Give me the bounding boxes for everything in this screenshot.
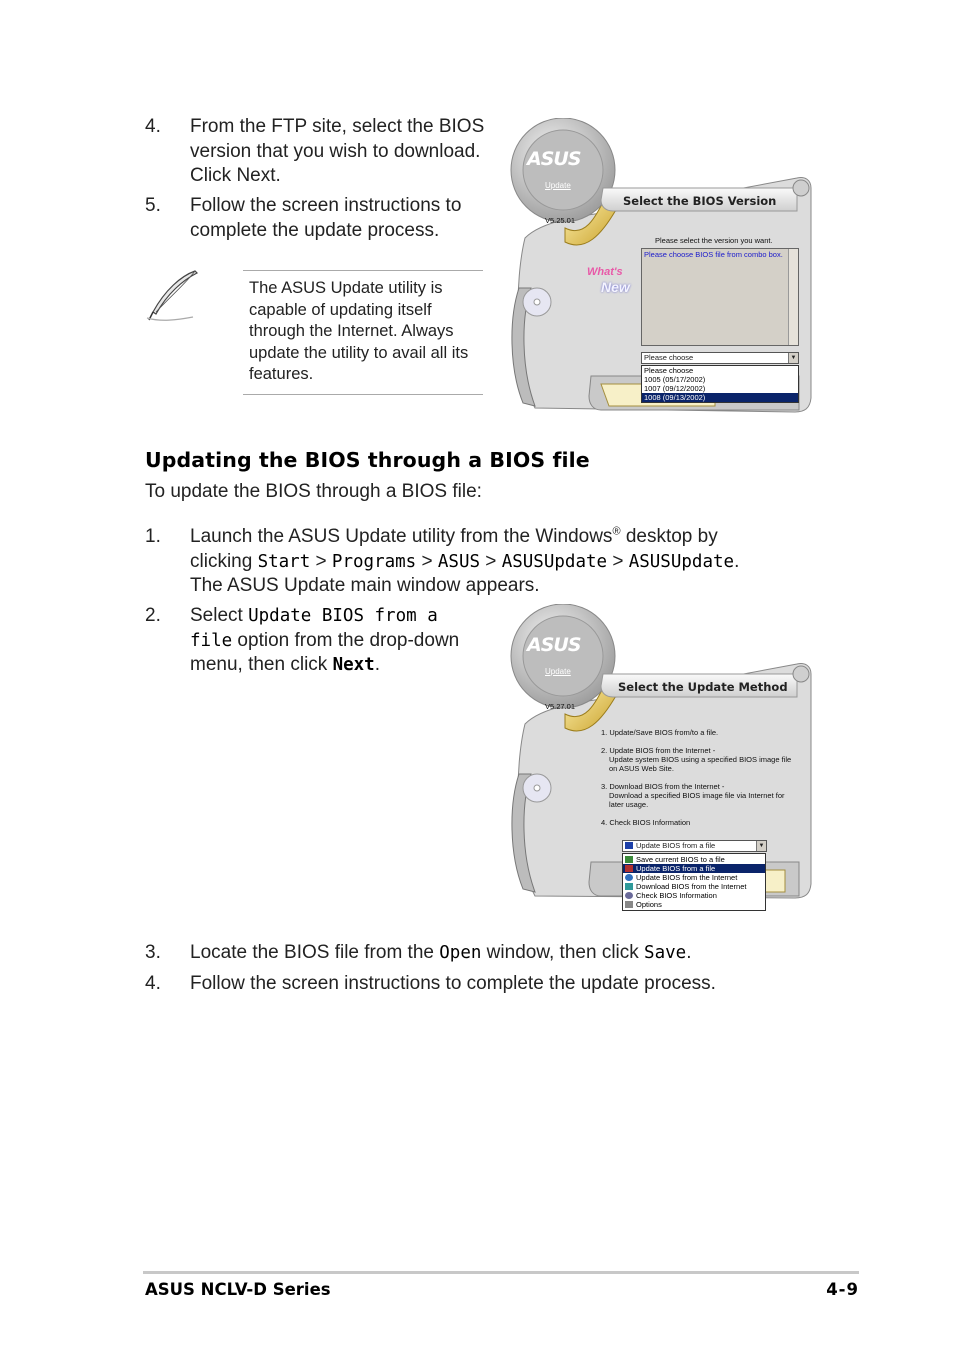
step-4-top [145,115,490,189]
footer-rule [143,1271,859,1274]
step-text: Launch the ASUS Update utility from the Windows® desktop by clicking Start > Programs > ASUS > ASUSUpdate > ASUSUpdate. The ASUS Update main window appears. [190,525,740,596]
update-badge: Update [545,667,571,676]
menu-asusupdate-app: ASUSUpdate [628,551,735,572]
asus-logo: ASUS [527,634,581,656]
list-hint: Please choose BIOS file from combo box. [644,250,783,259]
step-text: Locate the BIOS file from the Open window, then click Save. [190,942,692,963]
save-label: Save [644,943,687,963]
version-label: V5.25.01 [545,216,576,225]
step-number: 2. [145,605,161,626]
dropdown-option[interactable]: 1007 (09/12/2002) [644,384,706,393]
step-number: 1. [145,526,161,547]
step-text: From the FTP site, select the BIOS version that you wish to download. Click Next. [190,116,485,186]
update-badge: Update [545,181,571,190]
chevron-down-icon[interactable]: ▼ [756,841,766,851]
next-label: Next [332,655,375,675]
version-dropdown[interactable] [641,365,799,403]
open-window-label: Open [439,943,482,963]
method-item-desc: on ASUS Web Site. [609,764,674,773]
method-item: 3. Download BIOS from the Internet - [601,782,725,791]
globe-icon [625,874,633,881]
section-intro: To update the BIOS through a BIOS file: [145,481,482,502]
magnifier-icon [625,892,633,899]
step-number: 4. [145,116,161,137]
dropdown-option[interactable]: Download BIOS from the Internet [623,882,765,891]
method-item-desc: Update system BIOS using a specified BIOS image file [609,755,792,764]
footer-title: ASUS NCLV-D Series [145,1280,331,1299]
method-item-desc: Download a specified BIOS image file via Internet for [609,791,785,800]
dropdown-option[interactable]: 1005 (05/17/2002) [644,375,706,384]
method-item-desc: later usage. [609,800,649,809]
option-update-bios-file: Update BIOS from a file [190,606,438,651]
step-number: 3. [145,942,161,963]
combo-value: Please choose [644,353,694,362]
step-number: 4. [145,973,161,994]
page-number: 4-9 [826,1280,859,1299]
note-text: The ASUS Update utility is capable of updating itself through the Internet. Always update the utility to avail all its features. [249,279,469,383]
bios-file-list[interactable] [641,248,799,346]
step-3 [145,941,785,966]
bios-version-window [505,118,813,414]
version-combo[interactable] [641,352,799,364]
chip-icon [625,865,633,872]
method-dropdown[interactable] [622,853,766,911]
window-title: Select the Update Method [618,680,788,694]
method-combo[interactable] [622,840,767,852]
menu-asus: ASUS [437,551,481,572]
dropdown-option-selected[interactable]: Update BIOS from a file [623,864,765,873]
menu-asusupdate: ASUSUpdate [501,551,608,572]
window-title: Select the BIOS Version [623,194,777,208]
dropdown-option[interactable]: Please choose [644,366,694,375]
section-heading: Updating the BIOS through a BIOS file [145,448,590,472]
dropdown-option[interactable]: Save current BIOS to a file [623,855,765,864]
step-text: Select Update BIOS from a file option from the drop-down menu, then click Next. [190,605,460,675]
new-label: New [601,279,630,295]
dropdown-option[interactable]: Check BIOS Information [623,891,765,900]
feather-pen-icon [143,268,201,324]
combo-value: Update BIOS from a file [636,841,716,850]
step-5-top [145,194,490,243]
step-number: 5. [145,195,161,216]
chevron-down-icon[interactable]: ▼ [788,353,798,363]
chip-icon [625,842,633,849]
method-item: 1. Update/Save BIOS from/to a file. [601,728,719,737]
download-icon [625,883,633,890]
method-item: 2. Update BIOS from the Internet - [601,746,716,755]
asus-logo: ASUS [527,148,581,170]
dropdown-option[interactable]: Options [623,900,765,909]
update-method-window [505,604,813,924]
step-text: Follow the screen instructions to complete the update process. [190,973,716,994]
whats-new-label: What's [587,266,623,278]
step-text: Follow the screen instructions to complete the update process. [190,195,462,241]
version-prompt: Please select the version you want. [655,236,773,245]
dropdown-option[interactable]: Update BIOS from the Internet [623,873,765,882]
step-2 [145,604,475,678]
dropdown-option-selected[interactable]: 1008 (09/13/2002) [642,393,798,402]
list-scrollbar[interactable] [788,249,798,345]
step-1 [145,525,765,599]
method-item: 4. Check BIOS Information [601,818,691,827]
step-4 [145,972,785,997]
options-icon [625,901,633,908]
save-icon [625,856,633,863]
menu-programs: Programs [331,551,417,572]
version-label: V5.27.01 [545,702,576,711]
menu-start: Start [257,551,311,572]
